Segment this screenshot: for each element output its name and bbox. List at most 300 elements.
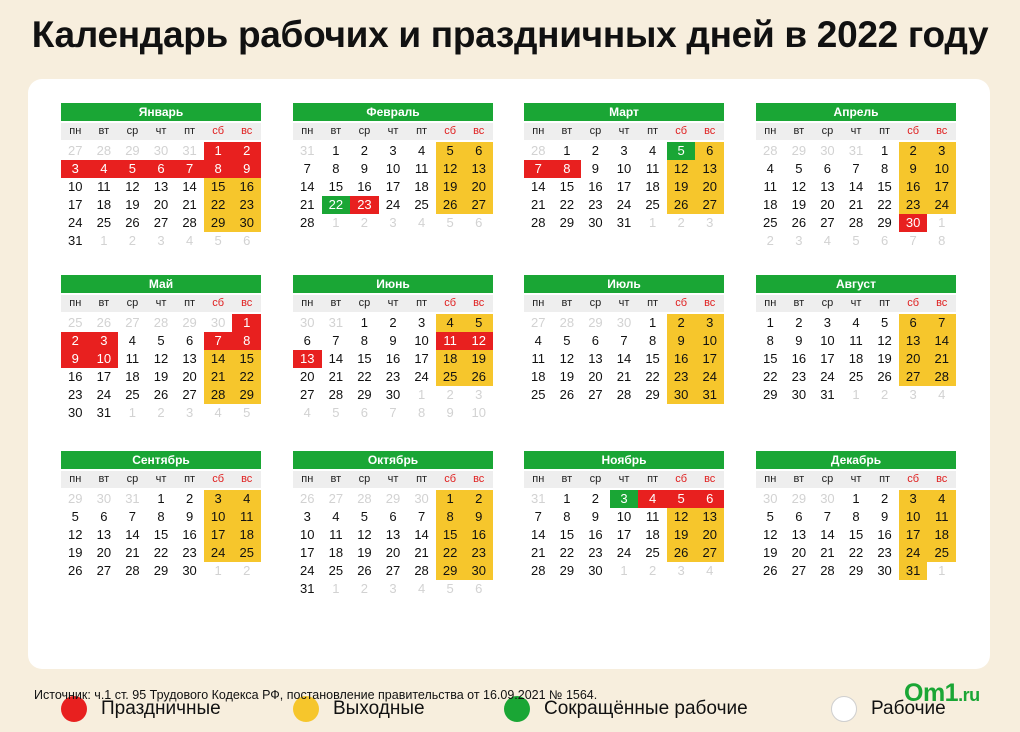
- day-cell: 23: [350, 196, 379, 214]
- weekday-header: вс: [464, 471, 493, 488]
- weekday-header: сб: [204, 123, 233, 140]
- day-cell: 5: [436, 142, 465, 160]
- day-cell: 10: [899, 508, 928, 526]
- weekday-header: пт: [175, 471, 204, 488]
- day-cell: 25: [927, 544, 956, 562]
- day-cell: 31: [899, 562, 928, 580]
- day-cell: 18: [763, 197, 778, 212]
- day-cell: 20: [153, 197, 169, 212]
- day-cell: 18: [125, 369, 140, 384]
- weekday-header: пт: [638, 123, 667, 140]
- day-cell: 28: [820, 563, 835, 578]
- day-cell: 27: [695, 544, 724, 562]
- day-cell: 14: [182, 179, 197, 194]
- day-cell: 12: [125, 179, 140, 194]
- day-cell: 29: [182, 315, 197, 330]
- day-cell: 21: [414, 545, 429, 560]
- day-cell: 4: [706, 563, 714, 578]
- weekday-header: чт: [610, 295, 639, 312]
- day-cell: 20: [695, 178, 724, 196]
- month-name: Ноябрь: [524, 451, 724, 469]
- day-cell: 16: [182, 527, 197, 542]
- month-name: Май: [61, 275, 261, 293]
- day-cell: 15: [559, 179, 575, 194]
- day-cell: 2: [128, 233, 137, 248]
- day-cell: 8: [360, 333, 369, 348]
- day-cell: 27: [820, 215, 835, 230]
- day-cell: 8: [204, 160, 233, 178]
- weekday-header: ср: [350, 471, 379, 488]
- day-cell: 18: [531, 369, 546, 384]
- day-cell: 4: [303, 405, 311, 420]
- weekday-header: вс: [695, 295, 724, 312]
- weekday-header: ср: [118, 295, 147, 312]
- weekday-header: вс: [927, 471, 956, 488]
- day-cell: 27: [300, 387, 315, 402]
- day-cell: 29: [153, 563, 169, 578]
- day-cell: 8: [648, 333, 657, 348]
- day-cell: 23: [182, 545, 197, 560]
- weekday-header: сб: [899, 123, 928, 140]
- weekday-header: пн: [756, 471, 785, 488]
- day-cell: 2: [667, 314, 696, 332]
- month-block: [756, 275, 956, 404]
- day-cell: 20: [464, 178, 493, 196]
- day-cell: 1: [880, 143, 889, 158]
- day-cell: 31: [820, 387, 835, 402]
- day-cell: 5: [118, 160, 147, 178]
- day-cell: 16: [385, 351, 401, 366]
- weekday-header: пн: [756, 123, 785, 140]
- day-cell: 3: [706, 215, 714, 230]
- day-cell: 1: [766, 315, 774, 330]
- weekday-header: ср: [581, 123, 610, 140]
- day-cell: 15: [645, 351, 660, 366]
- day-cell: 15: [877, 179, 892, 194]
- day-cell: 11: [436, 332, 465, 350]
- day-cell: 9: [185, 509, 194, 524]
- day-cell: 7: [175, 160, 204, 178]
- day-cell: 20: [791, 545, 807, 560]
- day-cell: 28: [328, 387, 344, 402]
- day-cell: 29: [877, 215, 892, 230]
- day-cell: 3: [185, 405, 194, 420]
- day-cell: 5: [332, 405, 340, 420]
- day-cell: 31: [848, 143, 864, 158]
- day-cell: 5: [667, 142, 696, 160]
- day-cell: 8: [436, 508, 465, 526]
- day-cell: 9: [795, 333, 803, 348]
- day-cell: 29: [791, 491, 807, 506]
- day-cell: 17: [300, 545, 315, 560]
- month-block: [524, 451, 724, 580]
- month-block: [293, 451, 493, 598]
- day-cell: 3: [389, 215, 397, 230]
- day-cell: 1: [852, 387, 860, 402]
- day-cell: 17: [899, 526, 928, 544]
- day-cell: 7: [524, 160, 553, 178]
- day-cell: 7: [534, 509, 542, 524]
- day-cell: 2: [899, 142, 928, 160]
- day-cell: 14: [125, 527, 140, 542]
- weekday-header: пн: [293, 471, 322, 488]
- day-cell: 9: [591, 161, 600, 176]
- day-cell: 27: [96, 563, 112, 578]
- day-cell: 29: [204, 214, 233, 232]
- month-block: [756, 451, 956, 580]
- day-cell: 21: [616, 369, 632, 384]
- day-cell: 27: [464, 196, 493, 214]
- day-cell: 16: [588, 179, 603, 194]
- day-cell: 26: [464, 368, 493, 386]
- day-cell: 29: [125, 143, 140, 158]
- day-cell: 7: [204, 332, 233, 350]
- day-cell: 3: [899, 490, 928, 508]
- day-cell: 14: [531, 179, 546, 194]
- day-cell: 31: [125, 491, 140, 506]
- day-cell: 24: [616, 197, 632, 212]
- day-cell: 11: [531, 351, 546, 366]
- day-cell: 23: [68, 387, 83, 402]
- day-cell: 2: [677, 215, 685, 230]
- day-cell: 13: [820, 179, 835, 194]
- day-cell: 1: [563, 143, 571, 158]
- weekday-header: сб: [436, 123, 465, 140]
- day-cell: 12: [436, 160, 465, 178]
- day-cell: 19: [559, 369, 575, 384]
- day-cell: 3: [677, 563, 685, 578]
- weekday-header: чт: [610, 471, 639, 488]
- day-cell: 3: [610, 490, 639, 508]
- day-cell: 1: [417, 387, 426, 402]
- day-cell: 4: [128, 333, 137, 348]
- day-cell: 12: [791, 179, 807, 194]
- weekday-header: пн: [524, 123, 553, 140]
- day-cell: 2: [157, 405, 165, 420]
- day-cell: 19: [667, 526, 696, 544]
- day-cell: 29: [357, 387, 372, 402]
- day-cell: 1: [128, 405, 137, 420]
- day-cell: 8: [417, 405, 426, 420]
- day-cell: 31: [695, 386, 724, 404]
- day-cell: 1: [620, 563, 628, 578]
- day-cell: 25: [645, 545, 660, 560]
- weekday-header: вс: [464, 295, 493, 312]
- weekday-header: вс: [464, 123, 493, 140]
- day-cell: 18: [96, 197, 112, 212]
- day-cell: 2: [360, 143, 369, 158]
- day-cell: 6: [303, 333, 311, 348]
- day-cell: 31: [300, 143, 315, 158]
- day-cell: 9: [880, 509, 889, 524]
- day-cell: 27: [531, 315, 546, 330]
- month-block: [524, 275, 724, 404]
- day-cell: 30: [588, 563, 603, 578]
- day-cell: 30: [877, 563, 892, 578]
- day-cell: 15: [436, 526, 465, 544]
- day-cell: 27: [791, 563, 807, 578]
- day-cell: 29: [436, 562, 465, 580]
- day-cell: 28: [616, 387, 632, 402]
- day-cell: 3: [204, 490, 233, 508]
- day-cell: 2: [61, 332, 90, 350]
- day-cell: 28: [531, 215, 546, 230]
- day-cell: 30: [588, 215, 603, 230]
- weekday-header: чт: [842, 123, 871, 140]
- day-cell: 3: [90, 332, 119, 350]
- weekday-header: чт: [842, 471, 871, 488]
- day-cell: 4: [648, 143, 657, 158]
- day-cell: 20: [182, 369, 197, 384]
- day-cell: 30: [300, 315, 315, 330]
- day-cell: 2: [795, 315, 803, 330]
- white-dot-icon: [831, 696, 857, 722]
- weekday-header: сб: [436, 471, 465, 488]
- day-cell: 28: [204, 386, 233, 404]
- day-cell: 21: [531, 545, 546, 560]
- day-cell: 26: [667, 544, 696, 562]
- day-cell: 3: [61, 160, 90, 178]
- day-cell: 25: [125, 387, 140, 402]
- day-cell: 22: [877, 197, 892, 212]
- day-cell: 30: [899, 214, 928, 232]
- day-cell: 6: [591, 333, 600, 348]
- month-name: Январь: [61, 103, 261, 121]
- weekday-header: вс: [232, 295, 261, 312]
- day-cell: 26: [877, 369, 892, 384]
- day-cell: 17: [204, 526, 233, 544]
- day-cell: 31: [182, 143, 197, 158]
- day-cell: 17: [96, 369, 112, 384]
- day-cell: 20: [899, 350, 928, 368]
- day-cell: 19: [436, 178, 465, 196]
- day-cell: 30: [667, 386, 696, 404]
- day-cell: 22: [357, 369, 372, 384]
- legend-label: Праздничные: [101, 698, 221, 719]
- day-cell: 6: [475, 581, 483, 596]
- day-cell: 6: [100, 509, 108, 524]
- weekday-header: ср: [813, 295, 842, 312]
- day-cell: 13: [385, 527, 401, 542]
- month-grid: [756, 471, 956, 580]
- day-cell: 28: [848, 215, 864, 230]
- day-cell: 25: [763, 215, 778, 230]
- day-cell: 19: [791, 197, 807, 212]
- day-cell: 30: [414, 491, 429, 506]
- day-cell: 3: [417, 315, 426, 330]
- day-cell: 23: [667, 368, 696, 386]
- day-cell: 2: [243, 563, 251, 578]
- weekday-header: сб: [204, 471, 233, 488]
- day-cell: 9: [446, 405, 454, 420]
- day-cell: 26: [96, 315, 112, 330]
- day-cell: 5: [563, 333, 571, 348]
- day-cell: 23: [899, 196, 928, 214]
- weekday-header: пт: [407, 471, 436, 488]
- day-cell: 28: [559, 315, 575, 330]
- day-cell: 2: [360, 215, 369, 230]
- day-cell: 6: [475, 215, 483, 230]
- day-cell: 3: [927, 142, 956, 160]
- day-cell: 13: [791, 527, 807, 542]
- day-cell: 15: [848, 527, 864, 542]
- day-cell: 2: [591, 143, 600, 158]
- day-cell: 24: [927, 196, 956, 214]
- day-cell: 28: [125, 563, 140, 578]
- day-cell: 11: [849, 333, 863, 348]
- day-cell: 2: [464, 490, 493, 508]
- day-cell: 27: [385, 563, 401, 578]
- weekday-header: вс: [927, 123, 956, 140]
- day-cell: 6: [243, 233, 251, 248]
- day-cell: 18: [414, 179, 429, 194]
- day-cell: 6: [823, 161, 832, 176]
- day-cell: 6: [695, 490, 724, 508]
- day-cell: 22: [436, 544, 465, 562]
- day-cell: 28: [531, 143, 546, 158]
- day-cell: 9: [464, 508, 493, 526]
- weekday-header: пн: [524, 295, 553, 312]
- weekday-header: пн: [756, 295, 785, 312]
- day-cell: 18: [328, 545, 344, 560]
- logo-suffix: .ru: [958, 685, 980, 705]
- day-cell: 9: [61, 350, 90, 368]
- month-block: [61, 451, 261, 580]
- day-cell: 22: [322, 196, 351, 214]
- day-cell: 28: [531, 563, 546, 578]
- day-cell: 29: [385, 491, 401, 506]
- month-grid: [524, 123, 724, 232]
- weekday-header: ср: [350, 123, 379, 140]
- weekday-header: пт: [638, 295, 667, 312]
- day-cell: 17: [385, 179, 401, 194]
- day-cell: 18: [645, 527, 660, 542]
- weekday-header: чт: [147, 295, 176, 312]
- day-cell: 23: [232, 196, 261, 214]
- day-cell: 8: [880, 161, 889, 176]
- day-cell: 26: [791, 215, 807, 230]
- day-cell: 6: [880, 233, 889, 248]
- month-block: [61, 103, 261, 250]
- weekday-header: пн: [293, 295, 322, 312]
- day-cell: 30: [385, 387, 401, 402]
- weekday-header: вт: [553, 123, 582, 140]
- day-cell: 17: [616, 527, 632, 542]
- day-cell: 26: [667, 196, 696, 214]
- day-cell: 6: [147, 160, 176, 178]
- day-cell: 20: [695, 526, 724, 544]
- day-cell: 13: [695, 508, 724, 526]
- weekday-header: пт: [175, 123, 204, 140]
- day-cell: 24: [96, 387, 112, 402]
- day-cell: 10: [90, 350, 119, 368]
- day-cell: 14: [848, 179, 864, 194]
- day-cell: 13: [153, 179, 169, 194]
- day-cell: 21: [204, 368, 233, 386]
- day-cell: 30: [791, 387, 807, 402]
- weekday-header: вт: [785, 471, 814, 488]
- day-cell: 23: [588, 545, 603, 560]
- day-cell: 21: [125, 545, 140, 560]
- day-cell: 29: [791, 143, 807, 158]
- day-cell: 30: [182, 563, 197, 578]
- month-grid: [293, 123, 493, 232]
- legend-label: Рабочие: [871, 698, 946, 719]
- day-cell: 15: [559, 527, 575, 542]
- day-cell: 5: [795, 161, 803, 176]
- day-cell: 6: [360, 405, 369, 420]
- weekday-header: сб: [899, 295, 928, 312]
- legend-label: Сокращённые рабочие: [544, 698, 748, 719]
- weekday-header: вс: [927, 295, 956, 312]
- day-cell: 8: [553, 160, 582, 178]
- weekday-header: ср: [350, 295, 379, 312]
- day-cell: 12: [763, 527, 778, 542]
- day-cell: 12: [667, 508, 696, 526]
- day-cell: 9: [667, 332, 696, 350]
- day-cell: 4: [332, 509, 340, 524]
- weekday-header: сб: [204, 295, 233, 312]
- day-cell: 17: [68, 197, 83, 212]
- day-cell: 3: [823, 315, 832, 330]
- day-cell: 16: [588, 527, 603, 542]
- month-name: Апрель: [756, 103, 956, 121]
- day-cell: 28: [927, 368, 956, 386]
- day-cell: 10: [695, 332, 724, 350]
- day-cell: 9: [232, 160, 261, 178]
- day-cell: 28: [96, 143, 112, 158]
- weekday-header: чт: [610, 123, 639, 140]
- day-cell: 14: [616, 351, 632, 366]
- day-cell: 14: [204, 350, 233, 368]
- month-block: [756, 103, 956, 250]
- day-cell: 20: [300, 369, 315, 384]
- day-cell: 3: [157, 233, 165, 248]
- day-cell: 4: [823, 233, 832, 248]
- day-cell: 16: [232, 178, 261, 196]
- day-cell: 3: [795, 233, 803, 248]
- weekday-header: чт: [147, 471, 176, 488]
- day-cell: 29: [645, 387, 660, 402]
- day-cell: 11: [97, 179, 111, 194]
- day-cell: 3: [620, 143, 628, 158]
- day-cell: 5: [214, 233, 222, 248]
- day-cell: 12: [559, 351, 575, 366]
- day-cell: 18: [436, 350, 465, 368]
- day-cell: 22: [645, 369, 660, 384]
- day-cell: 6: [389, 509, 397, 524]
- weekday-header: ср: [581, 295, 610, 312]
- month-grid: [524, 295, 724, 404]
- weekday-header: сб: [667, 123, 696, 140]
- day-cell: 3: [909, 387, 917, 402]
- day-cell: 30: [153, 143, 169, 158]
- day-cell: 11: [645, 509, 660, 524]
- weekday-header: вт: [553, 295, 582, 312]
- day-cell: 21: [182, 197, 197, 212]
- day-cell: 22: [559, 545, 575, 560]
- day-cell: 14: [414, 527, 429, 542]
- day-cell: 25: [96, 215, 112, 230]
- day-cell: 29: [559, 563, 575, 578]
- day-cell: 24: [68, 215, 83, 230]
- month-name: Июнь: [293, 275, 493, 293]
- month-block: [293, 275, 493, 422]
- day-cell: 15: [328, 179, 344, 194]
- day-cell: 24: [695, 368, 724, 386]
- day-cell: 30: [616, 315, 632, 330]
- day-cell: 12: [667, 160, 696, 178]
